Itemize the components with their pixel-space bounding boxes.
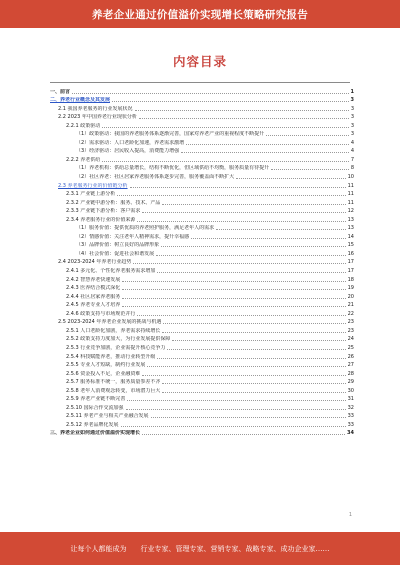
toc-entry-text: 2.5.6 资金投入不足，企业融资难	[66, 370, 141, 377]
toc-dot-leader	[191, 237, 345, 239]
report-header-bar	[0, 0, 400, 28]
toc-dot-leader	[117, 194, 345, 196]
toc-entry[interactable]	[50, 197, 354, 206]
toc-entry-page: 3	[350, 114, 354, 121]
toc-entry[interactable]	[50, 86, 354, 95]
toc-entry-text: 2.4.3 医养结合模式深化	[66, 285, 121, 292]
toc-entry-text: （2）社区养老：社区居家养老服务体系逐步完善，服务覆盖面不断扩大	[76, 174, 235, 181]
toc-entry-page: 11	[347, 199, 354, 206]
toc-dot-leader	[157, 357, 345, 359]
toc-entry[interactable]	[50, 214, 354, 223]
toc-entry-page: 34	[347, 430, 354, 437]
toc-dot-leader	[122, 297, 345, 299]
toc-dot-leader	[161, 245, 345, 247]
toc-dot-leader	[162, 203, 345, 205]
toc-entry-text: 三、养老企业如何通过价值溢价实现增长	[50, 430, 141, 437]
toc-entry-text: 2.5.8 老年人消费观念转变，市场潜力巨大	[66, 387, 161, 394]
footer-bar	[0, 532, 400, 565]
toc-dot-leader	[112, 100, 349, 102]
page-number: 1	[348, 512, 352, 518]
toc-title: 内容目录	[172, 54, 227, 69]
toc-dot-leader	[72, 92, 349, 94]
toc-entry-text: 2.3.1 产业链上游分析	[66, 191, 116, 198]
toc-entry[interactable]	[50, 120, 354, 129]
toc-entry-text: 2.4.6 政策支持与市场规范并行	[66, 310, 136, 317]
toc-dot-leader	[156, 254, 345, 256]
toc-entry-text: 2.5.12 养老品牌化发展	[66, 421, 119, 428]
toc-entry-text: 2.4.4 社区居家养老服务	[66, 293, 121, 300]
toc-entry-page: 15	[347, 242, 354, 249]
toc-entry-page: 27	[347, 362, 354, 369]
toc-entry[interactable]	[50, 317, 354, 326]
toc-entry-page: 28	[347, 370, 354, 377]
toc-entry[interactable]	[50, 265, 354, 274]
toc-entry-page: 8	[350, 165, 354, 172]
toc-entry-page: 4	[350, 148, 354, 155]
toc-entry-text: 2.5.5 专业人才短缺，制约行业发展	[66, 362, 146, 369]
toc-entry[interactable]	[50, 428, 354, 437]
toc-entry[interactable]	[50, 137, 354, 146]
toc-dot-leader	[162, 382, 345, 384]
toc-entry-page: 33	[347, 421, 354, 428]
toc-entry[interactable]	[50, 385, 354, 394]
toc-entry-page: 13	[347, 225, 354, 232]
toc-entry-page: 4	[350, 139, 354, 146]
toc-entry-page: 14	[347, 233, 354, 240]
toc-dot-leader	[102, 126, 349, 128]
toc-entry-page: 21	[347, 302, 354, 309]
toc-entry-page: 1	[350, 88, 354, 95]
toc-entry-text: 2.3.3 产业链下游分析：客户需求	[66, 208, 141, 215]
toc-dot-leader	[181, 151, 349, 153]
toc-entry[interactable]	[50, 360, 354, 369]
toc-entry-page: 17	[347, 268, 354, 275]
toc-entry-text: 2.4.5 养老专业人才培养	[66, 302, 121, 309]
toc-dot-leader	[122, 288, 345, 290]
toc-entry[interactable]	[50, 163, 354, 172]
toc-entry-text: （3）经济驱动：居民收入提高，消费能力增强	[76, 148, 180, 155]
toc-entry-text: 2.5 2023-2024 年养老企业发展的挑战与机遇	[58, 319, 162, 326]
toc-dot-leader	[271, 168, 349, 170]
toc-entry[interactable]	[50, 411, 354, 420]
toc-entry[interactable]	[50, 334, 354, 343]
toc-dot-leader	[139, 117, 349, 119]
toc-dot-leader	[266, 134, 349, 136]
toc-dot-leader	[130, 186, 346, 188]
toc-dot-leader	[135, 109, 349, 111]
footer-slogan-left: 让每个人都能成为	[70, 544, 127, 553]
toc-entry-page: 22	[347, 310, 354, 317]
toc-entry-text: 2.5.11 养老产业与相关产业融合发展	[66, 413, 149, 420]
toc-entry[interactable]	[50, 231, 354, 240]
toc-entry[interactable]	[50, 342, 354, 351]
toc-entry-text: 二、养老行业概念及其发展	[50, 97, 111, 104]
toc-entry-text: 2.5.2 政策支持力度加大，为行业发展提供保障	[66, 336, 171, 343]
toc-entry-page: 17	[347, 259, 354, 266]
toc-entry[interactable]	[50, 206, 354, 215]
toc-entry[interactable]	[50, 171, 354, 180]
toc-entry[interactable]	[50, 223, 354, 232]
toc-entry-text: 一、前言	[50, 88, 71, 95]
toc-entry-text: 2.5.10 国际合作交流加强	[66, 404, 124, 411]
toc-entry[interactable]	[50, 257, 354, 266]
toc-entry-page: 30	[347, 387, 354, 394]
toc-dot-leader	[167, 348, 345, 350]
title-divider	[50, 82, 350, 83]
toc-entry-text: 2.4.1 多元化、个性化养老服务需求增加	[66, 268, 156, 275]
toc-entry[interactable]	[50, 146, 354, 155]
toc-dot-leader	[142, 433, 345, 435]
toc-entry[interactable]	[50, 283, 354, 292]
toc-entry[interactable]	[50, 95, 354, 104]
toc-dot-leader	[121, 425, 346, 427]
toc-entry-page: 10	[347, 174, 354, 181]
toc-entry-page: 23	[347, 327, 354, 334]
toc-entry-page: 24	[347, 336, 354, 343]
toc-dot-leader	[151, 416, 346, 418]
toc-entry-page: 31	[347, 396, 354, 403]
toc-entry-text: （2）需求驱动：人口老龄化加速，养老需求激增	[76, 139, 185, 146]
toc-entry-page: 20	[347, 293, 354, 300]
toc-entry[interactable]	[50, 308, 354, 317]
toc-entry-page: 18	[347, 276, 354, 283]
toc-entry-text: 2.2 2023 年中国养老行业现状分析	[58, 114, 137, 121]
toc-entry-page: 23	[347, 319, 354, 326]
toc-entry[interactable]	[50, 240, 354, 249]
toc-entry[interactable]	[50, 300, 354, 309]
toc-entry-text: 2.2.2 养老供给	[66, 156, 101, 163]
toc-entry[interactable]	[50, 402, 354, 411]
toc-entry[interactable]	[50, 325, 354, 334]
toc-entry[interactable]	[50, 248, 354, 257]
toc-entry[interactable]	[50, 291, 354, 300]
toc-entry[interactable]	[50, 419, 354, 428]
toc-entry-text: （1）养老机构：供给总量增长，结构不断优化，但区域供给不均衡，服务质量有待提升	[76, 165, 270, 172]
toc-entry[interactable]	[50, 351, 354, 360]
toc-entry-text: （2）情感价值：关注老年人精神需求，提升幸福感	[76, 233, 190, 240]
toc-entry-page: 25	[347, 344, 354, 351]
toc-dot-leader	[157, 271, 345, 273]
toc-entry-text: 2.5.9 养老产业链不断完善	[66, 396, 126, 403]
toc-entry-text: 2.4.2 智慧养老快速发展	[66, 276, 121, 283]
toc-entry-page: 16	[347, 250, 354, 257]
toc-entry-text: 2.5.3 行业竞争加剧，企业需提升核心竞争力	[66, 344, 166, 351]
toc-dot-leader	[236, 177, 345, 179]
toc-entry-page: 3	[350, 97, 354, 104]
toc-entry-text: 2.5.1 人口老龄化加剧，养老需求持续增长	[66, 327, 161, 334]
toc-dot-leader	[137, 220, 345, 222]
toc-entry-text: 2.3.4 养老服务行业的价值来源	[66, 216, 136, 223]
toc-entry-text: （3）品牌价值：树立良好的品牌形象	[76, 242, 160, 249]
toc-entry-text: （1）服务价值：提供优质的养老照护服务，满足老年人的需求	[76, 225, 215, 232]
toc-dot-leader	[137, 314, 345, 316]
toc-entry-text: 2.4 2023-2024 年养老行业趋势	[58, 259, 132, 266]
toc-entry[interactable]	[50, 180, 354, 189]
toc-dot-leader	[147, 365, 345, 367]
toc-dot-leader	[133, 262, 345, 264]
toc-entry-text: 2.3.2 产业链中游分析：服务、技术、产品	[66, 199, 161, 206]
table-of-contents	[50, 86, 354, 436]
toc-entry-text: （4）社会价值：促进社会和谐发展	[76, 250, 155, 257]
toc-entry[interactable]	[50, 189, 354, 198]
toc-entry[interactable]	[50, 377, 354, 386]
toc-entry-text: （1）政策驱动：我国的养老服务体系逐渐完善，国家对养老产业的重视程度不断提升	[76, 131, 265, 138]
toc-entry-text: 2.1 我国养老服务的行业发展状况	[58, 105, 133, 112]
toc-dot-leader	[127, 399, 345, 401]
toc-dot-leader	[126, 408, 346, 410]
toc-dot-leader	[163, 322, 345, 324]
toc-entry[interactable]	[50, 129, 354, 138]
toc-dot-leader	[142, 374, 345, 376]
toc-dot-leader	[162, 391, 345, 393]
toc-entry[interactable]	[50, 154, 354, 163]
toc-dot-leader	[216, 228, 345, 230]
toc-dot-leader	[102, 160, 349, 162]
toc-entry[interactable]	[50, 368, 354, 377]
toc-entry-page: 13	[347, 216, 354, 223]
toc-entry-page: 26	[347, 353, 354, 360]
toc-entry-page: 3	[350, 105, 354, 112]
toc-entry-text: 2.5.7 服务标准不统一，服务质量参差不齐	[66, 379, 161, 386]
toc-entry-text: 2.2.1 政策驱动	[66, 122, 101, 129]
toc-entry-page: 19	[347, 285, 354, 292]
toc-dot-leader	[122, 280, 345, 282]
toc-entry[interactable]	[50, 112, 354, 121]
toc-entry[interactable]	[50, 103, 354, 112]
toc-entry-page: 7	[350, 156, 354, 163]
toc-dot-leader	[142, 211, 345, 213]
toc-dot-leader	[186, 143, 349, 145]
toc-entry-page: 29	[347, 379, 354, 386]
toc-entry-page: 33	[347, 413, 354, 420]
toc-entry[interactable]	[50, 394, 354, 403]
toc-dot-leader	[122, 305, 345, 307]
toc-entry-page: 11	[347, 182, 354, 189]
toc-entry-page: 32	[347, 404, 354, 411]
toc-entry-page: 3	[350, 131, 354, 138]
toc-entry-page: 3	[350, 122, 354, 129]
toc-entry-text: 2.3 养老服务行业的价值链分析	[58, 182, 128, 189]
toc-dot-leader	[162, 331, 345, 333]
report-title: 养老企业通过价值溢价实现增长策略研究报告	[92, 8, 308, 21]
toc-entry-page: 11	[347, 191, 354, 198]
toc-entry-text: 2.5.4 科技赋能养老，推动行业转型升级	[66, 353, 156, 360]
toc-dot-leader	[172, 339, 345, 341]
toc-entry-page: 12	[347, 208, 354, 215]
footer-slogan-right: 行业专家、管理专家、营销专家、战略专家、成功企业家……	[140, 544, 330, 553]
toc-entry[interactable]	[50, 274, 354, 283]
